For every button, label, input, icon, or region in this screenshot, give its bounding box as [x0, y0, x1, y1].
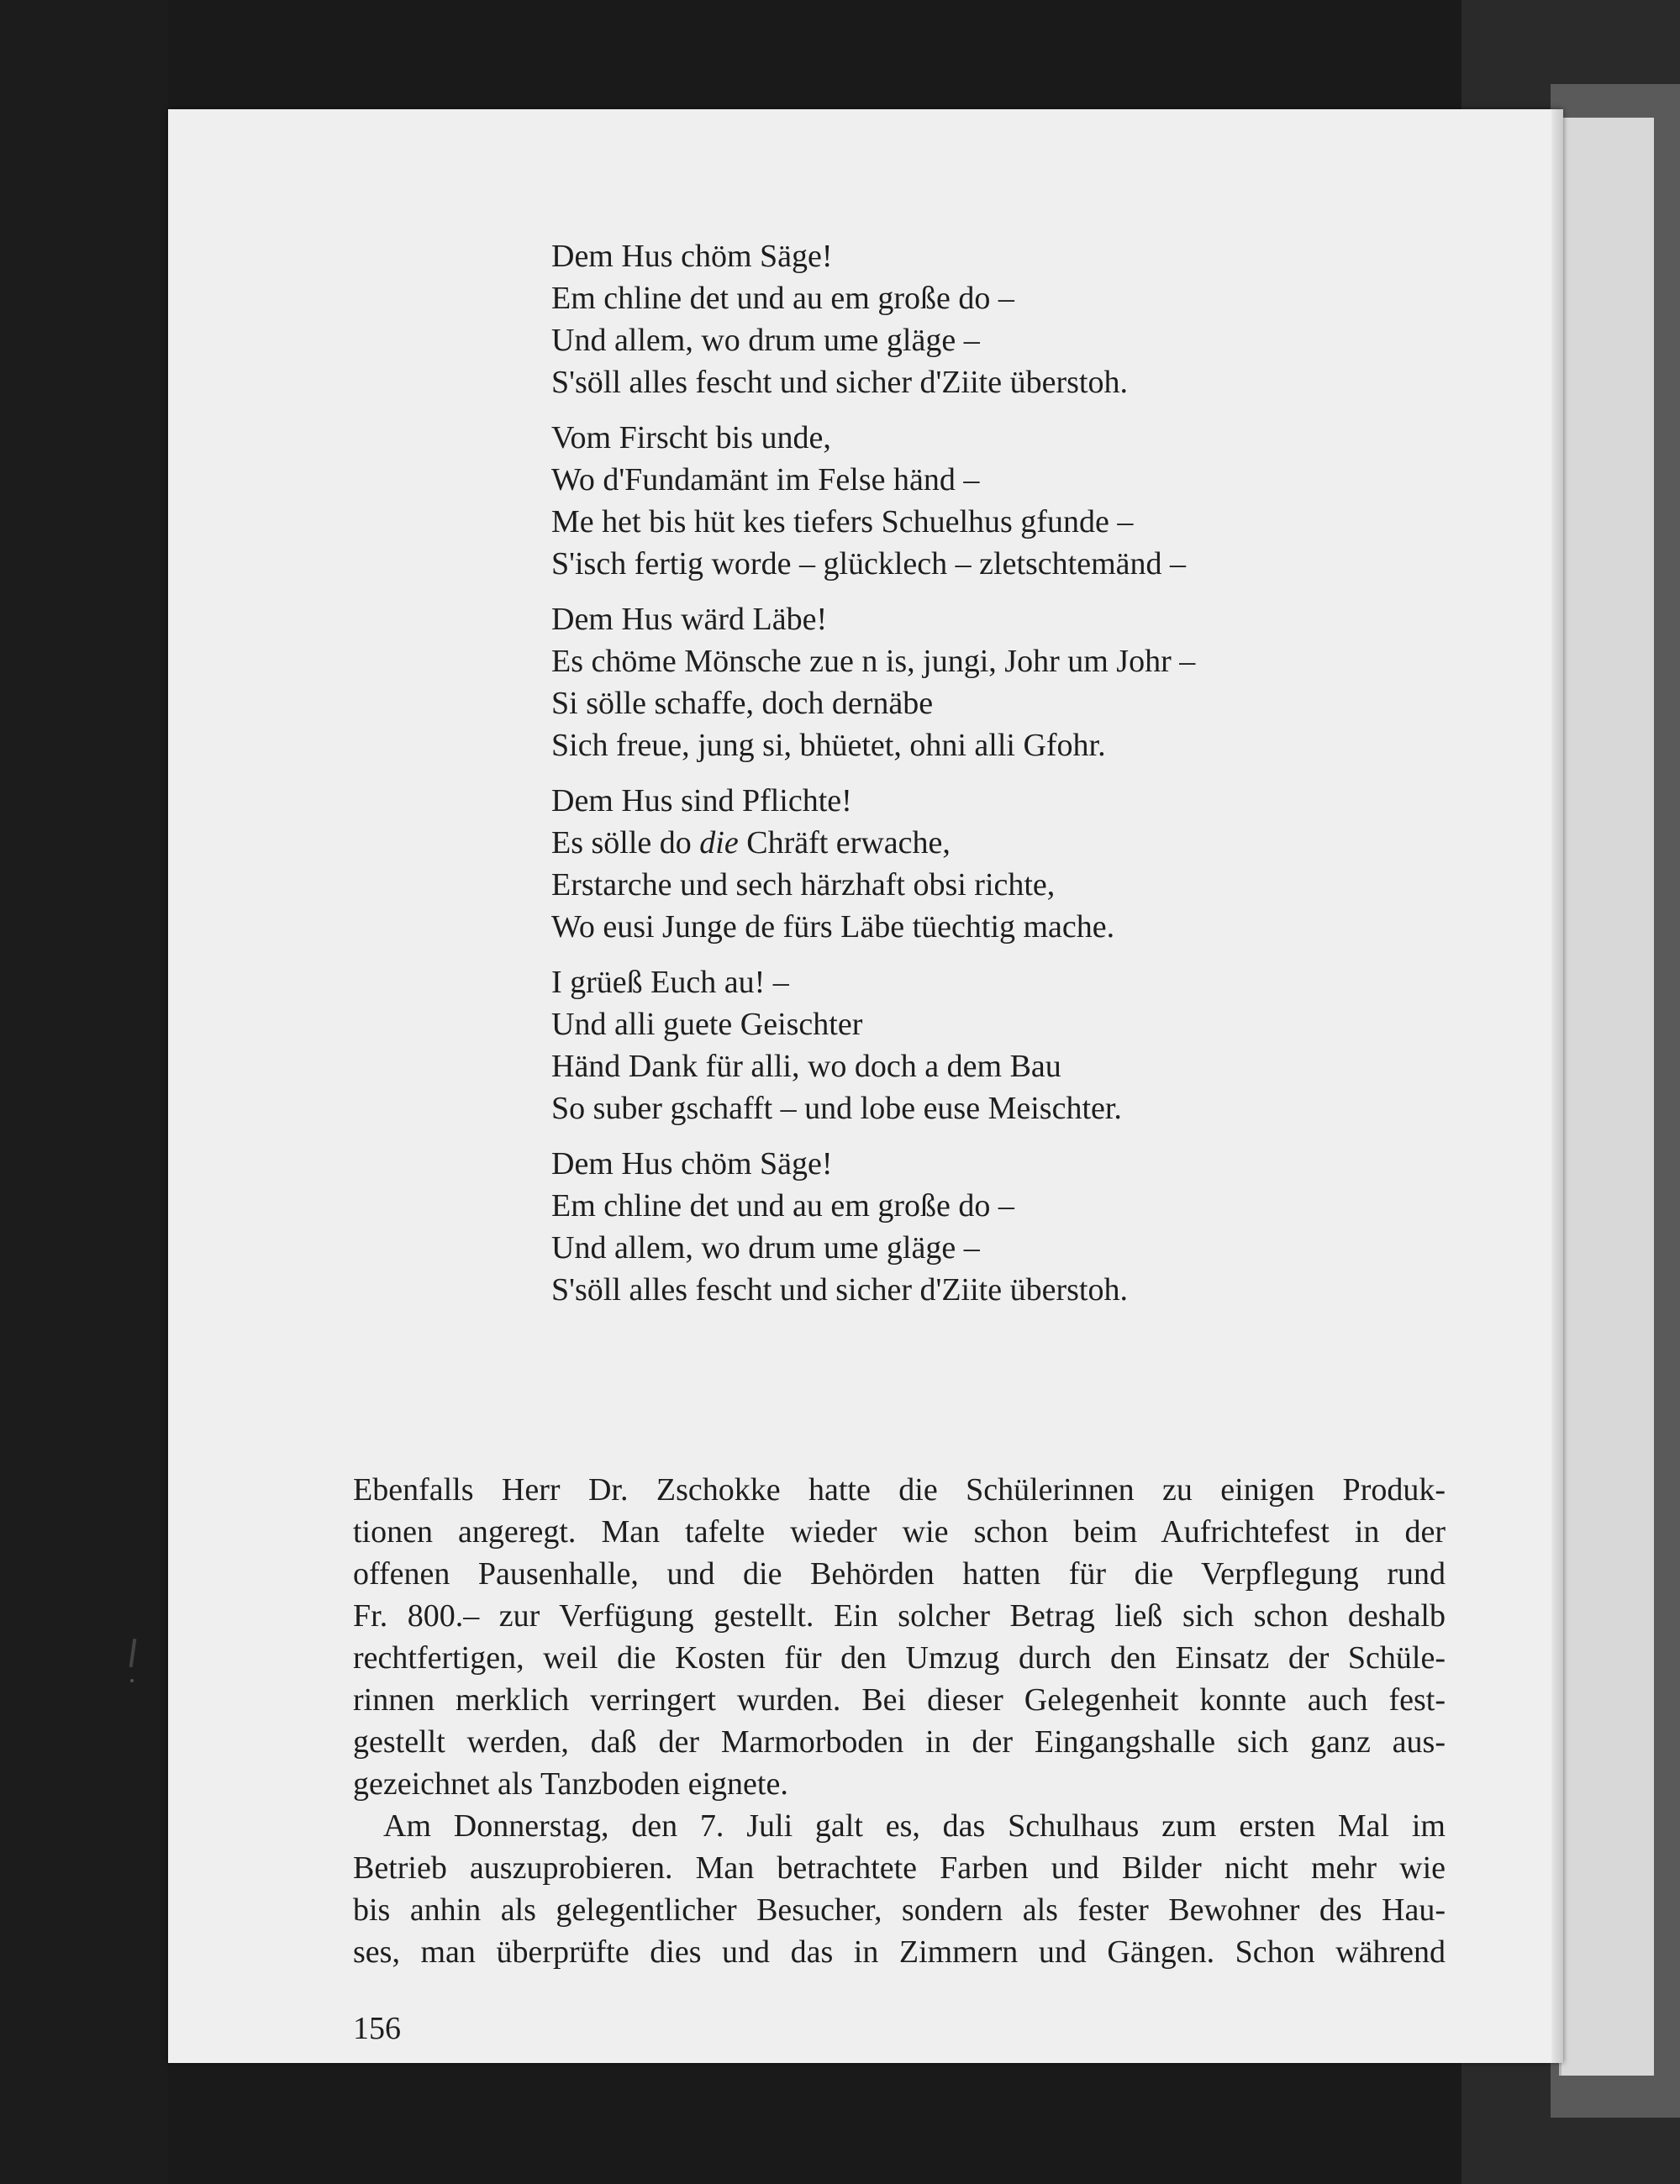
prose-line: gezeichnet als Tanzboden eignete.	[353, 1766, 788, 1802]
poem-line: Dem Hus wärd Läbe!	[551, 602, 828, 637]
prose-line: rechtfertigen, weil die Kosten für den Umzug durch den Einsatz der Schüle-	[353, 1640, 1446, 1676]
prose-line: gestellt werden, daß der Marmorboden in der Eingangshalle sich ganz aus-	[353, 1724, 1446, 1760]
next-page-edge	[1559, 118, 1654, 2076]
poem-line: Dem Hus chöm Säge!	[551, 1146, 833, 1181]
poem-line-with-italic	[551, 822, 1476, 864]
poem-line: S'söll alles fescht und sicher d'Ziite überstoh.	[551, 365, 1128, 400]
poem-stanza-3	[551, 598, 1476, 766]
prose-line: bis anhin als gelegentlicher Besucher, sondern als fester Bewohner des Hau-	[353, 1892, 1446, 1928]
poem-line: Händ Dank für alli, wo doch a dem Bau	[551, 1049, 1061, 1084]
poem-line: S'isch fertig worde – glücklech – zletschtemänd –	[551, 546, 1187, 582]
poem-line: Und allem, wo drum ume gläge –	[551, 1230, 980, 1266]
poem-stanza-4	[551, 780, 1476, 948]
poem-stanza-5	[551, 961, 1476, 1129]
poem-line: Wo eusi Junge de fürs Läbe tüechtig mache.	[551, 909, 1115, 945]
poem-stanza-1	[551, 235, 1476, 403]
poem-text: Es sölle do	[551, 825, 700, 860]
poem-line: S'söll alles fescht und sicher d'Ziite überstoh.	[551, 1272, 1128, 1308]
poem-line: Em chline det und au em große do –	[551, 1188, 1014, 1224]
poem-stanza-6	[551, 1143, 1476, 1311]
poem-line: Si sölle schaffe, doch dernäbe	[551, 686, 934, 721]
poem-stanza-2	[551, 417, 1476, 585]
prose-line: ses, man überprüfte dies und das in Zimmern und Gängen. Schon während	[353, 1934, 1446, 1970]
poem-line: Dem Hus sind Pflichte!	[551, 783, 852, 818]
poem-line: Und alli guete Geischter	[551, 1007, 863, 1042]
paragraph-1	[353, 1469, 1446, 1805]
poem-line: Und allem, wo drum ume gläge –	[551, 323, 980, 358]
prose-line: Ebenfalls Herr Dr. Zschokke hatte die Schülerinnen zu einigen Produk-	[353, 1472, 1446, 1508]
poem-italic-word: die	[699, 825, 739, 860]
poem-line: Vom Firscht bis unde,	[551, 420, 831, 455]
poem-line: Sich freue, jung si, bhüetet, ohni alli Gfohr.	[551, 728, 1106, 763]
poem	[551, 235, 1476, 1324]
page-number: 156	[353, 2011, 401, 2046]
page-fold	[1551, 109, 1563, 2063]
poem-text: Chräft erwache,	[738, 825, 951, 860]
poem-line: Em chline det und au em große do –	[551, 281, 1014, 316]
poem-line: I grüeß Euch au! –	[551, 965, 789, 1000]
prose-line: Betrieb auszuprobieren. Man betrachtete Farben und Bilder nicht mehr wie	[353, 1850, 1446, 1886]
backdrop-left	[0, 0, 168, 2184]
poem-line: Dem Hus chöm Säge!	[551, 239, 833, 274]
poem-line: So suber gschafft – und lobe euse Meischter.	[551, 1091, 1122, 1126]
paragraph-2	[353, 1805, 1446, 1973]
prose-line: Fr. 800.– zur Verfügung gestellt. Ein solcher Betrag ließ sich schon deshalb	[353, 1598, 1446, 1634]
poem-line: Erstarche und sech härzhaft obsi richte,	[551, 867, 1056, 903]
margin-pencil-dot	[130, 1679, 134, 1682]
prose-line: tionen angeregt. Man tafelte wieder wie schon beim Aufrichtefest in der	[353, 1514, 1446, 1550]
prose-body	[353, 1469, 1446, 1973]
book-page	[168, 109, 1563, 2063]
prose-line: offenen Pausenhalle, und die Behörden hatten für die Verpflegung rund	[353, 1556, 1446, 1592]
prose-line: Am Donnerstag, den 7. Juli galt es, das Schulhaus zum ersten Mal im	[383, 1808, 1446, 1844]
poem-line: Wo d'Fundamänt im Felse händ –	[551, 462, 980, 497]
poem-line: Es chöme Mönsche zue n is, jungi, Johr um Johr –	[551, 644, 1196, 679]
prose-line: rinnen merklich verringert wurden. Bei dieser Gelegenheit konnte auch fest-	[353, 1682, 1446, 1718]
poem-line: Me het bis hüt kes tiefers Schuelhus gfunde –	[551, 504, 1134, 539]
